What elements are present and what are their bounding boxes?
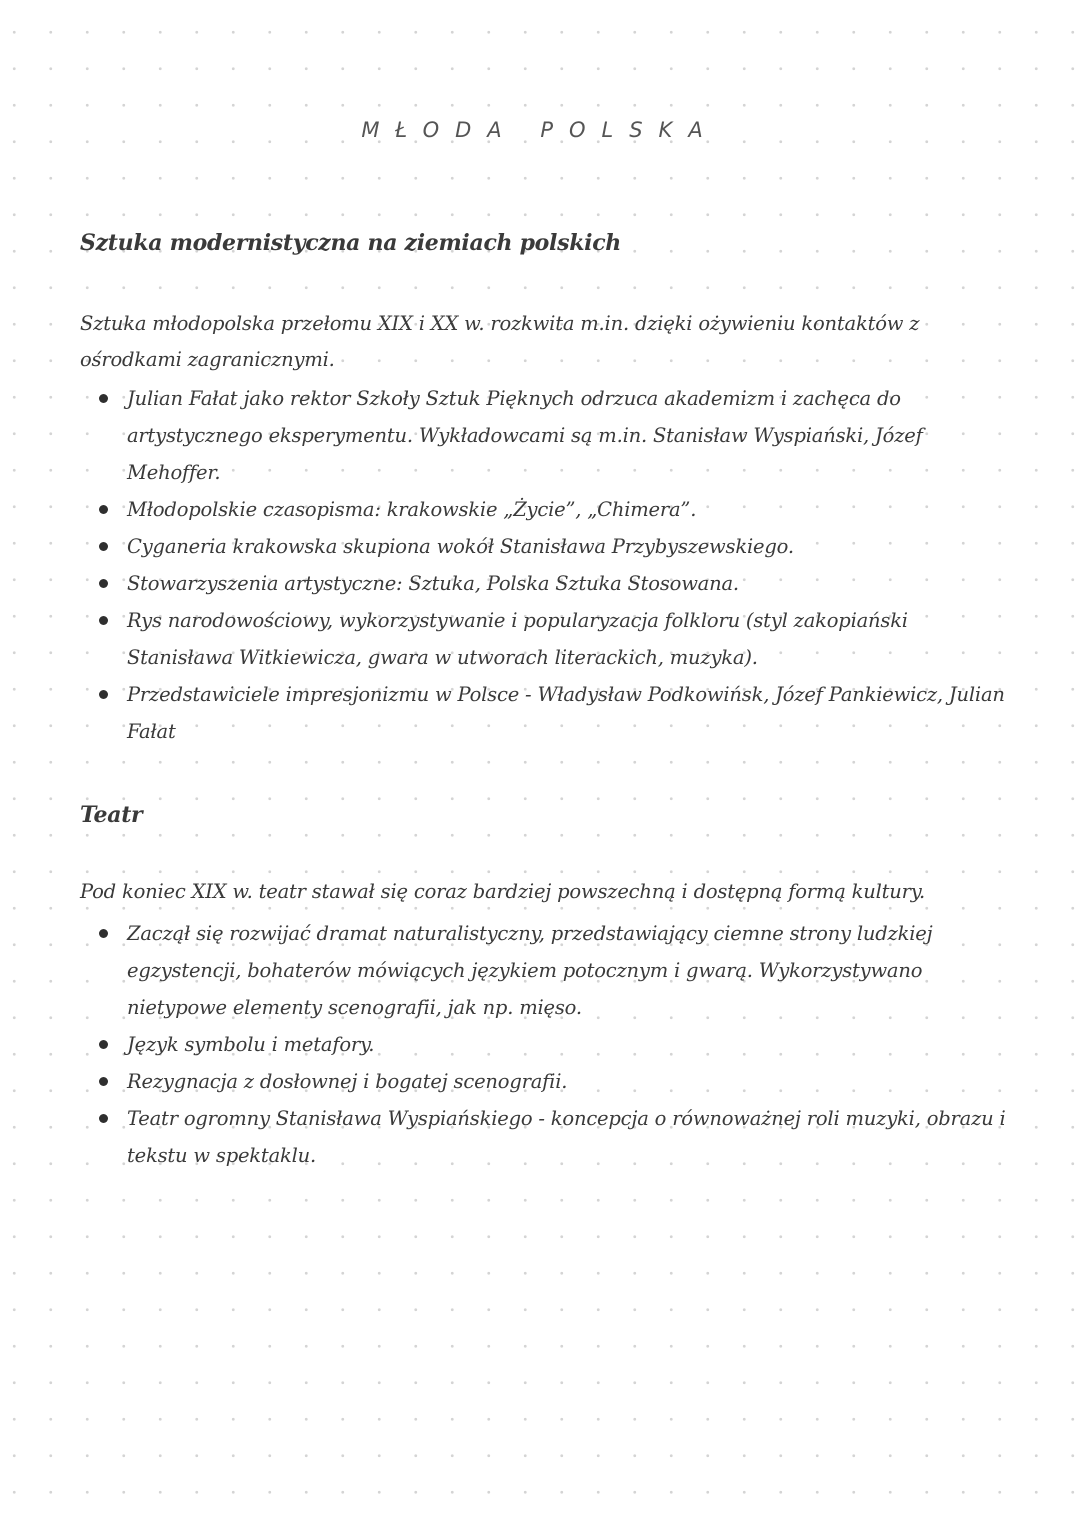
bullet-icon [99, 394, 108, 403]
section-intro-theatre: Pod koniec XIX w. teatr stawał się coraz bardziej powszechną i dostępną formą kultury. [80, 880, 925, 903]
section-heading-art: Sztuka modernistyczna na ziemiach polskich [80, 230, 621, 256]
bullet-icon [99, 616, 108, 625]
bullet-icon [99, 579, 108, 588]
theatre-bullet-list [80, 915, 1010, 1174]
bullet-icon [99, 505, 108, 514]
art-bullet-list [80, 380, 1010, 750]
list-item: Stowarzyszenia artystyczne: Sztuka, Polska Sztuka Stosowana. [80, 565, 1010, 602]
section-heading-theatre: Teatr [80, 802, 143, 828]
list-item: Język symbolu i metafory. [80, 1026, 1010, 1063]
list-item: Zaczął się rozwijać dramat naturalistyczny, przedstawiający ciemne strony ludzkiej egzystencji, bohaterów mówiących językiem potocznym i gwarą. Wykorzystywano nietypowe elementy scenografii, jak np. mięso. [80, 915, 1010, 1026]
list-item: Cyganeria krakowska skupiona wokół Stanisława Przybyszewskiego. [80, 528, 1010, 565]
bullet-icon [99, 542, 108, 551]
section-intro-art: Sztuka młodopolska przełomu XIX i XX w. rozkwita m.in. dzięki ożywieniu kontaktów z ośrodkami zagranicznymi. [80, 312, 920, 371]
list-item: Przedstawiciele impresjonizmu w Polsce - Władysław Podkowińsk, Józef Pankiewicz, Julian Fałat [80, 676, 1010, 750]
list-item: Julian Fałat jako rektor Szkoły Sztuk Pięknych odrzuca akademizm i zachęca do artystycznego eksperymentu. Wykładowcami są m.in. Stanisław Wyspiański, Józef Mehoffer. [80, 380, 1010, 491]
bullet-icon [99, 690, 108, 699]
list-item: Teatr ogromny Stanisława Wyspiańskiego - koncepcja o równoważnej roli muzyki, obrazu i tekstu w spektaklu. [80, 1100, 1010, 1174]
bullet-icon [99, 1040, 108, 1049]
list-item: Rys narodowościowy, wykorzystywanie i popularyzacja folkloru (styl zakopiański Stanisława Witkiewicza, gwara w utworach literackich, muzyka). [80, 602, 1010, 676]
page-title: MŁODA POLSKA [361, 118, 719, 142]
bullet-icon [99, 1114, 108, 1123]
list-item: Młodopolskie czasopisma: krakowskie „Życie”, „Chimera”. [80, 491, 1010, 528]
bullet-icon [99, 929, 108, 938]
bullet-icon [99, 1077, 108, 1086]
list-item: Rezygnacja z dosłownej i bogatej scenografii. [80, 1063, 1010, 1100]
